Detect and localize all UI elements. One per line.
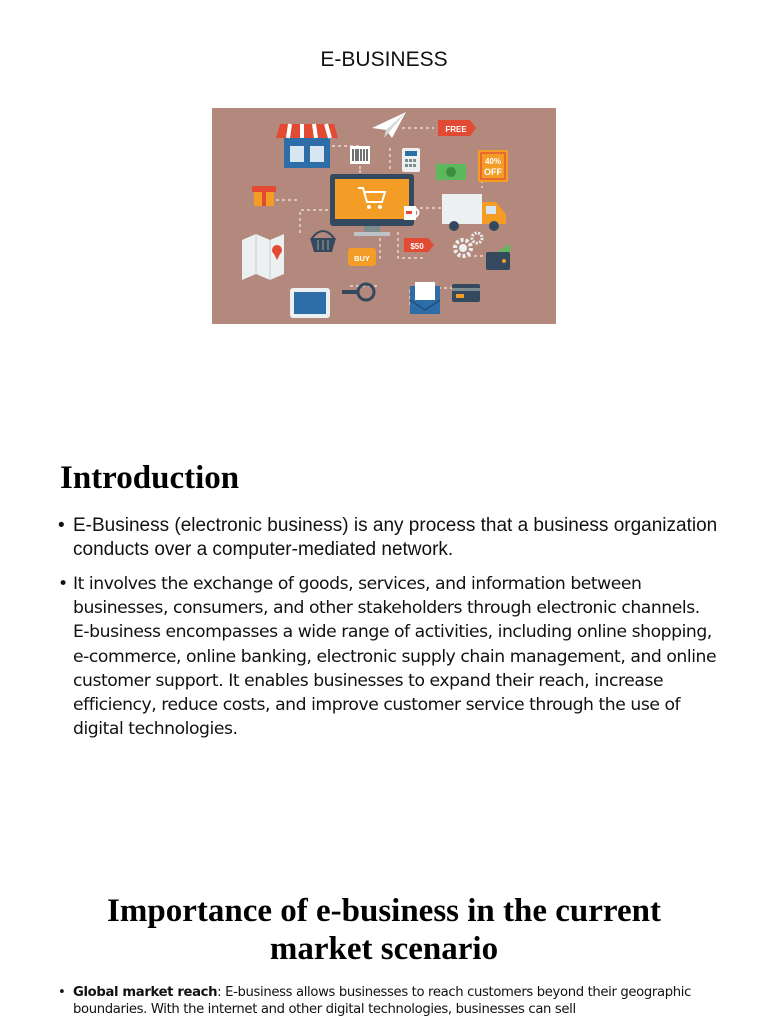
calculator-icon [402, 148, 420, 172]
importance-bullet-list [58, 984, 718, 1018]
basket-icon [310, 231, 336, 252]
tablet-icon [290, 288, 330, 318]
gift-icon [252, 186, 276, 206]
barcode-icon [350, 146, 370, 164]
importance-bullet [58, 984, 718, 1018]
delivery-truck-icon [442, 194, 506, 231]
price-tag-icon [404, 238, 434, 252]
introduction-bullet-text: It involves the exchange of goods, services, and information between businesses, consumers, and other stakeholders through electronic channels. E-business encompasses a wide range of activities, including online shopping, e-commerce, online banking, electronic supply chain management, and online customer support. It enables businesses to expand their reach, increase efficiency, reduce costs, and improve customer service through the use of digital technologies. [73, 574, 717, 740]
introduction-heading: Introduction [60, 460, 240, 496]
free-tag-label: FREE [445, 125, 467, 134]
ebusiness-illustration [212, 108, 556, 324]
free-tag-icon [438, 120, 476, 136]
importance-heading: Importance of e-business in the current market scenario [107, 893, 661, 967]
introduction-bullet-text: E-Business (electronic business) is any process that a business organization conducts over a computer-mediated network. [73, 515, 718, 560]
paper-plane-icon [372, 112, 406, 138]
buy-tag-icon [348, 248, 376, 266]
wallet-icon [486, 244, 510, 270]
slide-title: E-BUSINESS [320, 48, 448, 71]
introduction-bullet [58, 514, 718, 562]
computer-cart-icon [330, 174, 414, 236]
credit-card-icon [452, 284, 480, 302]
envelope-icon [410, 282, 440, 314]
importance-bullet-text: : E-business allows businesses to reach customers beyond their geographic boundaries. With the internet and other digital technologies, businesses can sell [73, 985, 691, 1017]
discount-tag-percent: 40% [484, 157, 502, 166]
bullet-marker: • [58, 574, 68, 594]
bullet-marker: • [58, 985, 66, 1000]
importance-bullet-term: Global market reach [73, 985, 218, 1000]
price-tag-label: $50 [410, 242, 424, 251]
banknote-icon [436, 164, 466, 180]
introduction-bullet-list [58, 514, 718, 741]
buy-tag-label: BUY [354, 254, 370, 263]
bullet-marker: • [58, 515, 65, 536]
discount-tag-off: OFF [484, 167, 502, 177]
gears-icon [455, 233, 482, 256]
introduction-bullet [58, 572, 718, 741]
map-icon [242, 234, 284, 280]
store-icon [276, 124, 338, 168]
discount-tag-icon [478, 150, 508, 182]
